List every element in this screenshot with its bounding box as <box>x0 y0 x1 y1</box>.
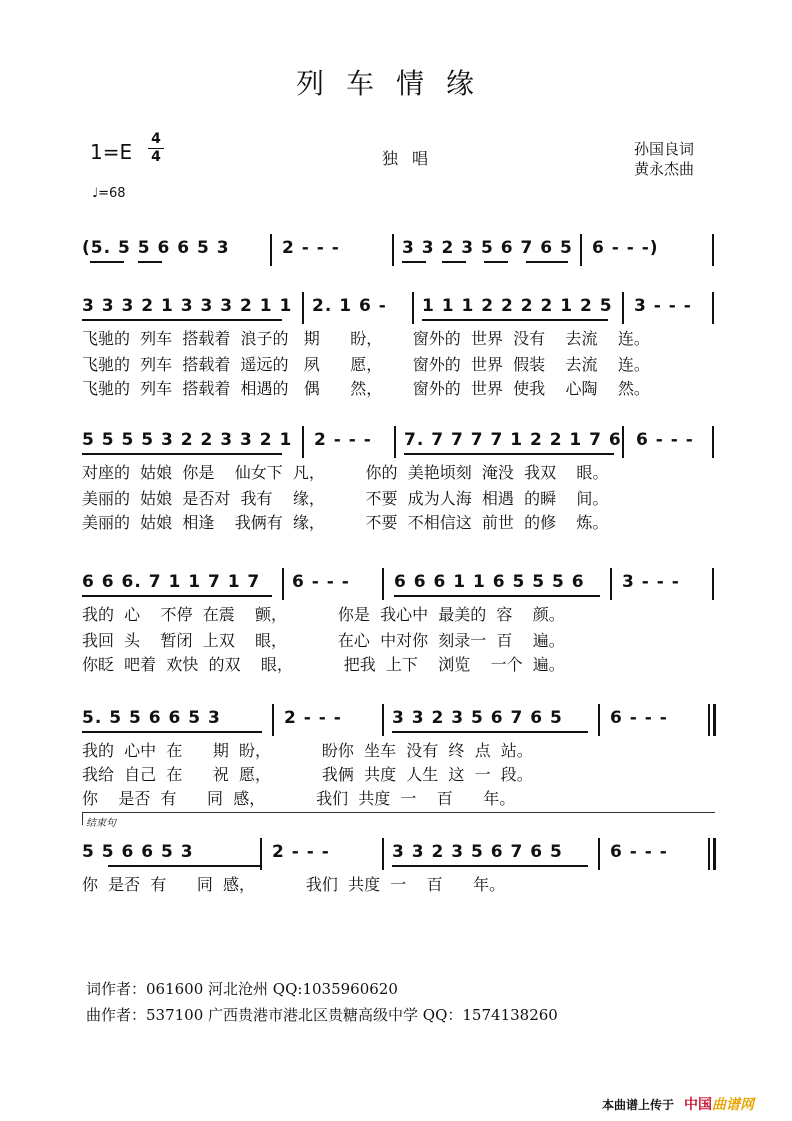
lyric-line: 飞驰的 列车 搭载着 遥远的 夙 愿， 窗外的 世界 假装 去流 连。 <box>82 355 650 374</box>
score-system-intro <box>82 238 714 268</box>
tempo-marking <box>92 186 126 201</box>
lyric-line: 我给 自己 在 祝 愿， 我俩 共度 人生 这 一 段。 <box>82 765 533 784</box>
ending-label: 结束句 <box>86 818 116 829</box>
logo-main: 中国 <box>684 1097 712 1113</box>
measure: 3 3 3 2 1 3 3 3 2 1 1 <box>82 296 293 316</box>
measure: 6 6 6 1 1 6 5 5 5 6 <box>394 572 585 592</box>
lyric-line: 美丽的 姑娘 是否对 我有 缘， 不要 成为人海 相遇 的瞬 间。 <box>82 489 609 508</box>
lyricist-credit: 孙国良词 <box>634 140 695 158</box>
measure: 2. 1 6 - <box>312 296 387 316</box>
measure: 6 - - - <box>292 572 350 592</box>
measure: 6 - - -) <box>592 238 659 258</box>
measure: 3 - - - <box>622 572 680 592</box>
lyric-line: 你 是否 有 同 感， 我们 共度 一 百 年。 <box>82 789 516 808</box>
measure: (5. 5 5 6 6 5 3 <box>82 238 230 258</box>
page-title: 列车情缘 <box>295 67 496 100</box>
composer-credit: 黄永杰曲 <box>634 160 695 178</box>
time-signature-bottom: 4 <box>151 149 161 165</box>
measure: 2 - - - <box>272 842 330 862</box>
lyric-line: 我的 心 不停 在震 颤， 你是 我心中 最美的 容 颜。 <box>82 605 565 624</box>
measure: 5 5 5 5 3 2 2 3 3 2 1 <box>82 430 293 450</box>
upload-notice: 本曲谱上传于 <box>602 1098 675 1112</box>
score-system-4 <box>82 708 714 738</box>
lyric-line: 你眨 吧着 欢快 的双 眼， 把我 上下 浏览 一个 遍。 <box>82 655 565 674</box>
lyric-line: 飞驰的 列车 搭载着 相遇的 偶 然， 窗外的 世界 使我 心陶 然。 <box>82 379 650 398</box>
logo-accent: 曲谱网 <box>712 1097 754 1113</box>
measure: 2 - - - <box>282 238 340 258</box>
performance-type: 独唱 <box>382 149 443 168</box>
lyric-line: 对座的 姑娘 你是 仙女下 凡， 你的 美艳顷刻 淹没 我双 眼。 <box>82 463 609 482</box>
measure: 6 - - - <box>636 430 694 450</box>
measure: 6 6 6. 7 1 1 7 1 7 <box>82 572 261 592</box>
composer-info: 曲作者：537100 广西贵港市港北区贵糖高级中学 QQ：1574138260 <box>86 1006 558 1024</box>
lyric-line: 飞驰的 列车 搭载着 浪子的 期 盼， 窗外的 世界 没有 去流 连。 <box>82 329 650 348</box>
measure: 3 3 2 3 5 6 7 6 5 <box>392 708 563 728</box>
lyric-line: 我回 头 暂闭 上双 眼， 在心 中对你 刻录一 百 遍。 <box>82 631 565 650</box>
site-logo[interactable] <box>684 1094 754 1114</box>
measure: 5 5 6 6 5 3 <box>82 842 194 862</box>
ending-bracket <box>82 812 715 825</box>
measure: 3 3 2 3 5 6 7 6 5 <box>392 842 563 862</box>
measure: 6 - - - <box>610 708 668 728</box>
measure: 3 - - - <box>634 296 692 316</box>
quarter-note-icon: ♩ <box>92 186 99 201</box>
measure: 1 1 1 2 2 2 2 1 2 5 <box>422 296 613 316</box>
lyric-line: 我的 心中 在 期 盼， 盼你 坐车 没有 终 点 站。 <box>82 741 533 760</box>
lyric-line: 你 是否 有 同 感， 我们 共度 一 百 年。 <box>82 875 506 894</box>
time-signature <box>148 132 164 165</box>
score-system-2 <box>82 430 714 460</box>
measure: 2 - - - <box>284 708 342 728</box>
score-system-ending <box>82 842 714 872</box>
score-system-1 <box>82 296 714 326</box>
tempo-value: =68 <box>98 186 126 201</box>
lyricist-info: 词作者：061600 河北沧州 QQ:1035960620 <box>86 980 398 998</box>
measure: 2 - - - <box>314 430 372 450</box>
measure: 5. 5 5 6 6 5 3 <box>82 708 221 728</box>
key-signature: 1=E <box>90 140 133 164</box>
time-signature-top: 4 <box>151 131 161 147</box>
measure: 3 3 2 3 5 6 7 6 5 <box>402 238 573 258</box>
lyric-line: 美丽的 姑娘 相逢 我俩有 缘， 不要 不相信这 前世 的修 炼。 <box>82 513 609 532</box>
measure: 7. 7 7 7 7 1 2 2 1 7 6 <box>404 430 622 450</box>
score-system-3 <box>82 572 714 602</box>
measure: 6 - - - <box>610 842 668 862</box>
